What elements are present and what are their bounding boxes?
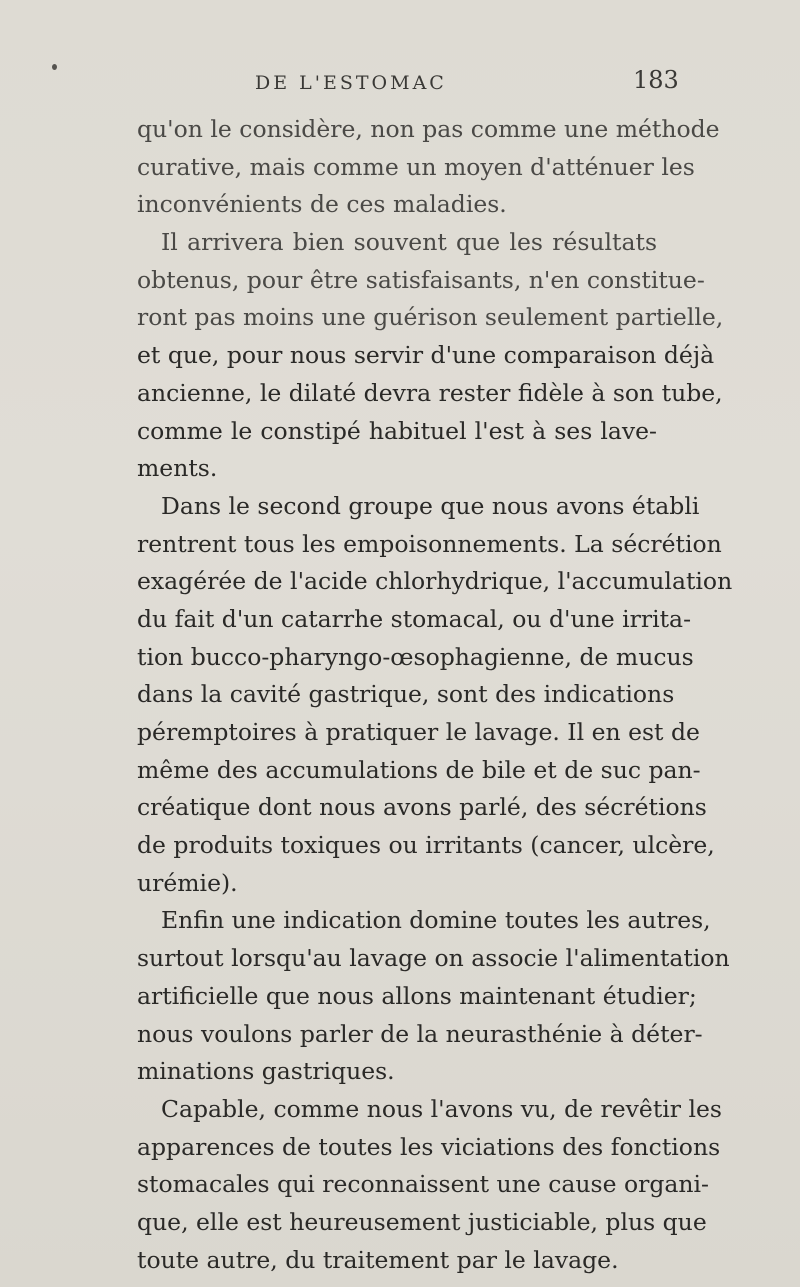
text-line: qu'on le considère, non pas comme une méthode — [137, 115, 720, 143]
text-line: apparences de toutes les viciations des fonctions — [137, 1132, 721, 1161]
text-line: dans la cavité gastrique, sont des indications — [137, 680, 675, 709]
text-line: Enfin une indication domine toutes les autres, — [161, 906, 711, 935]
text-line: et que, pour nous servir d'une comparaison déjà — [137, 341, 715, 370]
text-line: stomacales qui reconnaissent une cause organi- — [137, 1170, 709, 1199]
body-text — [137, 111, 733, 1279]
text-line: nous voulons parler de la neurasthénie à déter- — [137, 1019, 703, 1048]
text-line: ront pas moins une guérison seulement partielle, — [137, 303, 724, 332]
text-line: Dans le second groupe que nous avons établi — [161, 491, 700, 520]
text-line: exagérée de l'acide chlorhydrique, l'accumulation — [137, 567, 733, 596]
text-line: minations gastriques. — [137, 1057, 395, 1086]
text-line: toute autre, du traitement par le lavage. — [137, 1245, 619, 1274]
text-line: tion bucco-pharyngo-œsophagienne, de mucus — [137, 642, 694, 671]
text-line: inconvénients de ces maladies. — [137, 190, 507, 219]
text-line: du fait d'un catarrhe stomacal, ou d'une irrita- — [137, 604, 692, 633]
running-head: DE L'ESTOMAC — [255, 72, 447, 94]
text-line: de produits toxiques ou irritants (cancer, ulcère, — [137, 831, 715, 860]
text-line: curative, mais comme un moyen d'atténuer les — [137, 152, 695, 181]
text-line: rentrent tous les empoisonnements. La sécrétion — [137, 529, 722, 558]
text-line: que, elle est heureusement justiciable, plus que — [137, 1207, 707, 1236]
text-line: surtout lorsqu'au lavage on associe l'alimentation — [137, 944, 730, 973]
text-line: urémie). — [137, 868, 238, 897]
text-line: Capable, comme nous l'avons vu, de revêtir les — [161, 1094, 722, 1123]
text-line: ments. — [137, 454, 218, 483]
ink-speck — [52, 64, 57, 70]
text-line: péremptoires à pratiquer le lavage. Il en est de — [137, 718, 700, 746]
text-line: ancienne, le dilaté devra rester fidèle à son tube, — [137, 378, 723, 407]
text-line: obtenus, pour être satisfaisants, n'en constitue- — [137, 265, 705, 294]
text-line: comme le constipé habituel l'est à ses lave- — [137, 416, 657, 445]
page-number: 183 — [633, 66, 679, 94]
text-line: créatique dont nous avons parlé, des sécrétions — [137, 793, 707, 822]
text-line: Il arrivera bien souvent que les résultats — [161, 228, 657, 257]
text-line: même des accumulations de bile et de suc pan- — [137, 755, 701, 784]
text-line: artificielle que nous allons maintenant étudier; — [137, 981, 697, 1010]
